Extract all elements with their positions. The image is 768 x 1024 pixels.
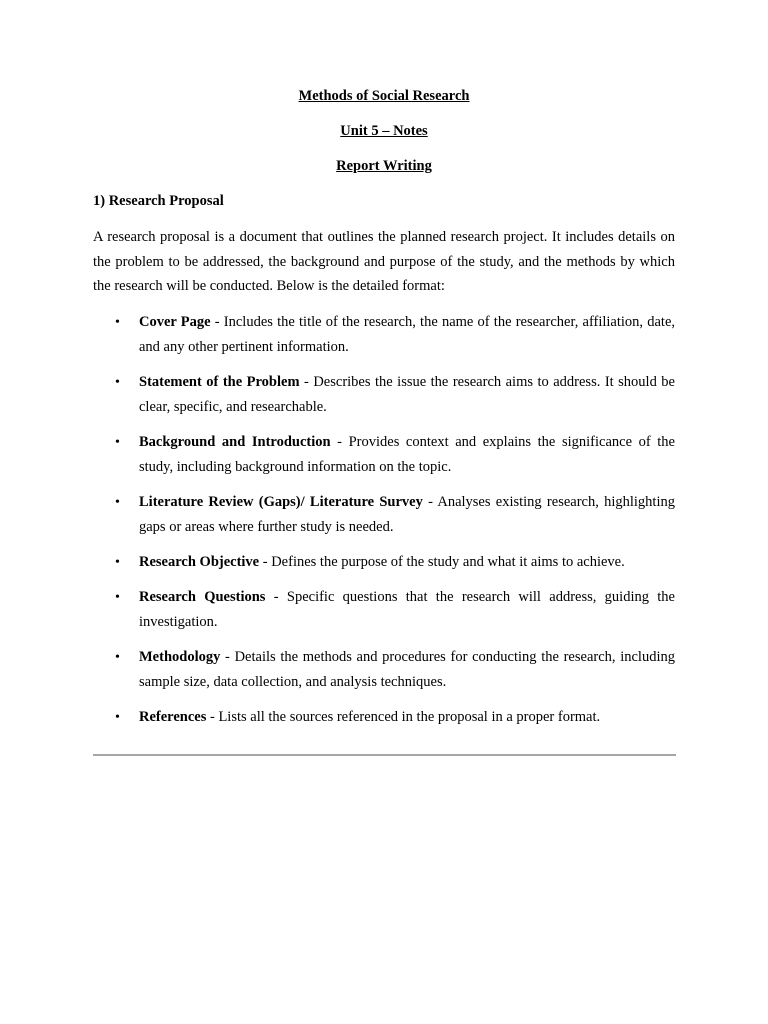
- list-item-term: Methodology: [139, 649, 221, 665]
- list-item: [93, 430, 675, 480]
- list-item-text: - Specific questions that the research will address, guiding the investigation.: [139, 589, 675, 630]
- bullet-icon: •: [115, 555, 120, 570]
- list-item-text: - Lists all the sources referenced in the proposal in a proper format.: [206, 709, 601, 725]
- list-item-term: Research Objective: [139, 554, 260, 570]
- list-item-text: - Defines the purpose of the study and what it aims to achieve.: [259, 554, 625, 570]
- list-item: [93, 370, 675, 420]
- bullet-icon: •: [115, 495, 120, 510]
- bullet-icon: •: [115, 650, 120, 665]
- list-item-text: - Includes the title of the research, the name of the researcher, affiliation, date, and any other pertinent information.: [139, 314, 676, 355]
- document-title: Methods of Social Research: [298, 88, 470, 104]
- list-item: [93, 705, 675, 730]
- subtitle-heading: Report Writing: [336, 158, 432, 174]
- list-item-term: Statement of the Problem: [139, 374, 300, 390]
- section-heading: 1) Research Proposal: [93, 193, 224, 209]
- list-item-text: - Analyses existing research, highlighting gaps or areas where further study is needed.: [139, 494, 675, 535]
- bullet-icon: •: [115, 375, 120, 390]
- bullet-icon: •: [115, 435, 120, 450]
- list-item: [93, 585, 675, 635]
- list-item-text: - Provides context and explains the significance of the study, including background information on the topic.: [139, 434, 675, 475]
- list-item-text: - Describes the issue the research aims to address. It should be clear, specific, and researchable.: [139, 374, 675, 415]
- list-item-term: Cover Page: [139, 314, 211, 330]
- format-list: [93, 310, 675, 740]
- unit-heading: Unit 5 – Notes: [340, 123, 428, 139]
- list-item: [93, 550, 675, 575]
- list-item: [93, 310, 675, 360]
- list-item-term: Research Questions: [139, 589, 266, 605]
- list-item-term: Background and Introduction: [139, 434, 331, 450]
- list-item: [93, 490, 675, 540]
- list-item: [93, 645, 675, 695]
- intro-paragraph: A research proposal is a document that outlines the planned research project. It includes details on the problem to be addressed, the background and purpose of the study, and the methods by which the research will be conducted. Below is the detailed format:: [93, 229, 675, 294]
- list-item-text: - Details the methods and procedures for conducting the research, including sample size, data collection, and analysis techniques.: [139, 649, 675, 690]
- bullet-icon: •: [115, 710, 120, 725]
- bullet-icon: •: [115, 315, 120, 330]
- bullet-icon: •: [115, 590, 120, 605]
- horizontal-divider: [93, 754, 676, 756]
- list-item-term: References: [139, 709, 207, 725]
- list-item-term: Literature Review (Gaps)/ Literature Survey: [139, 494, 423, 510]
